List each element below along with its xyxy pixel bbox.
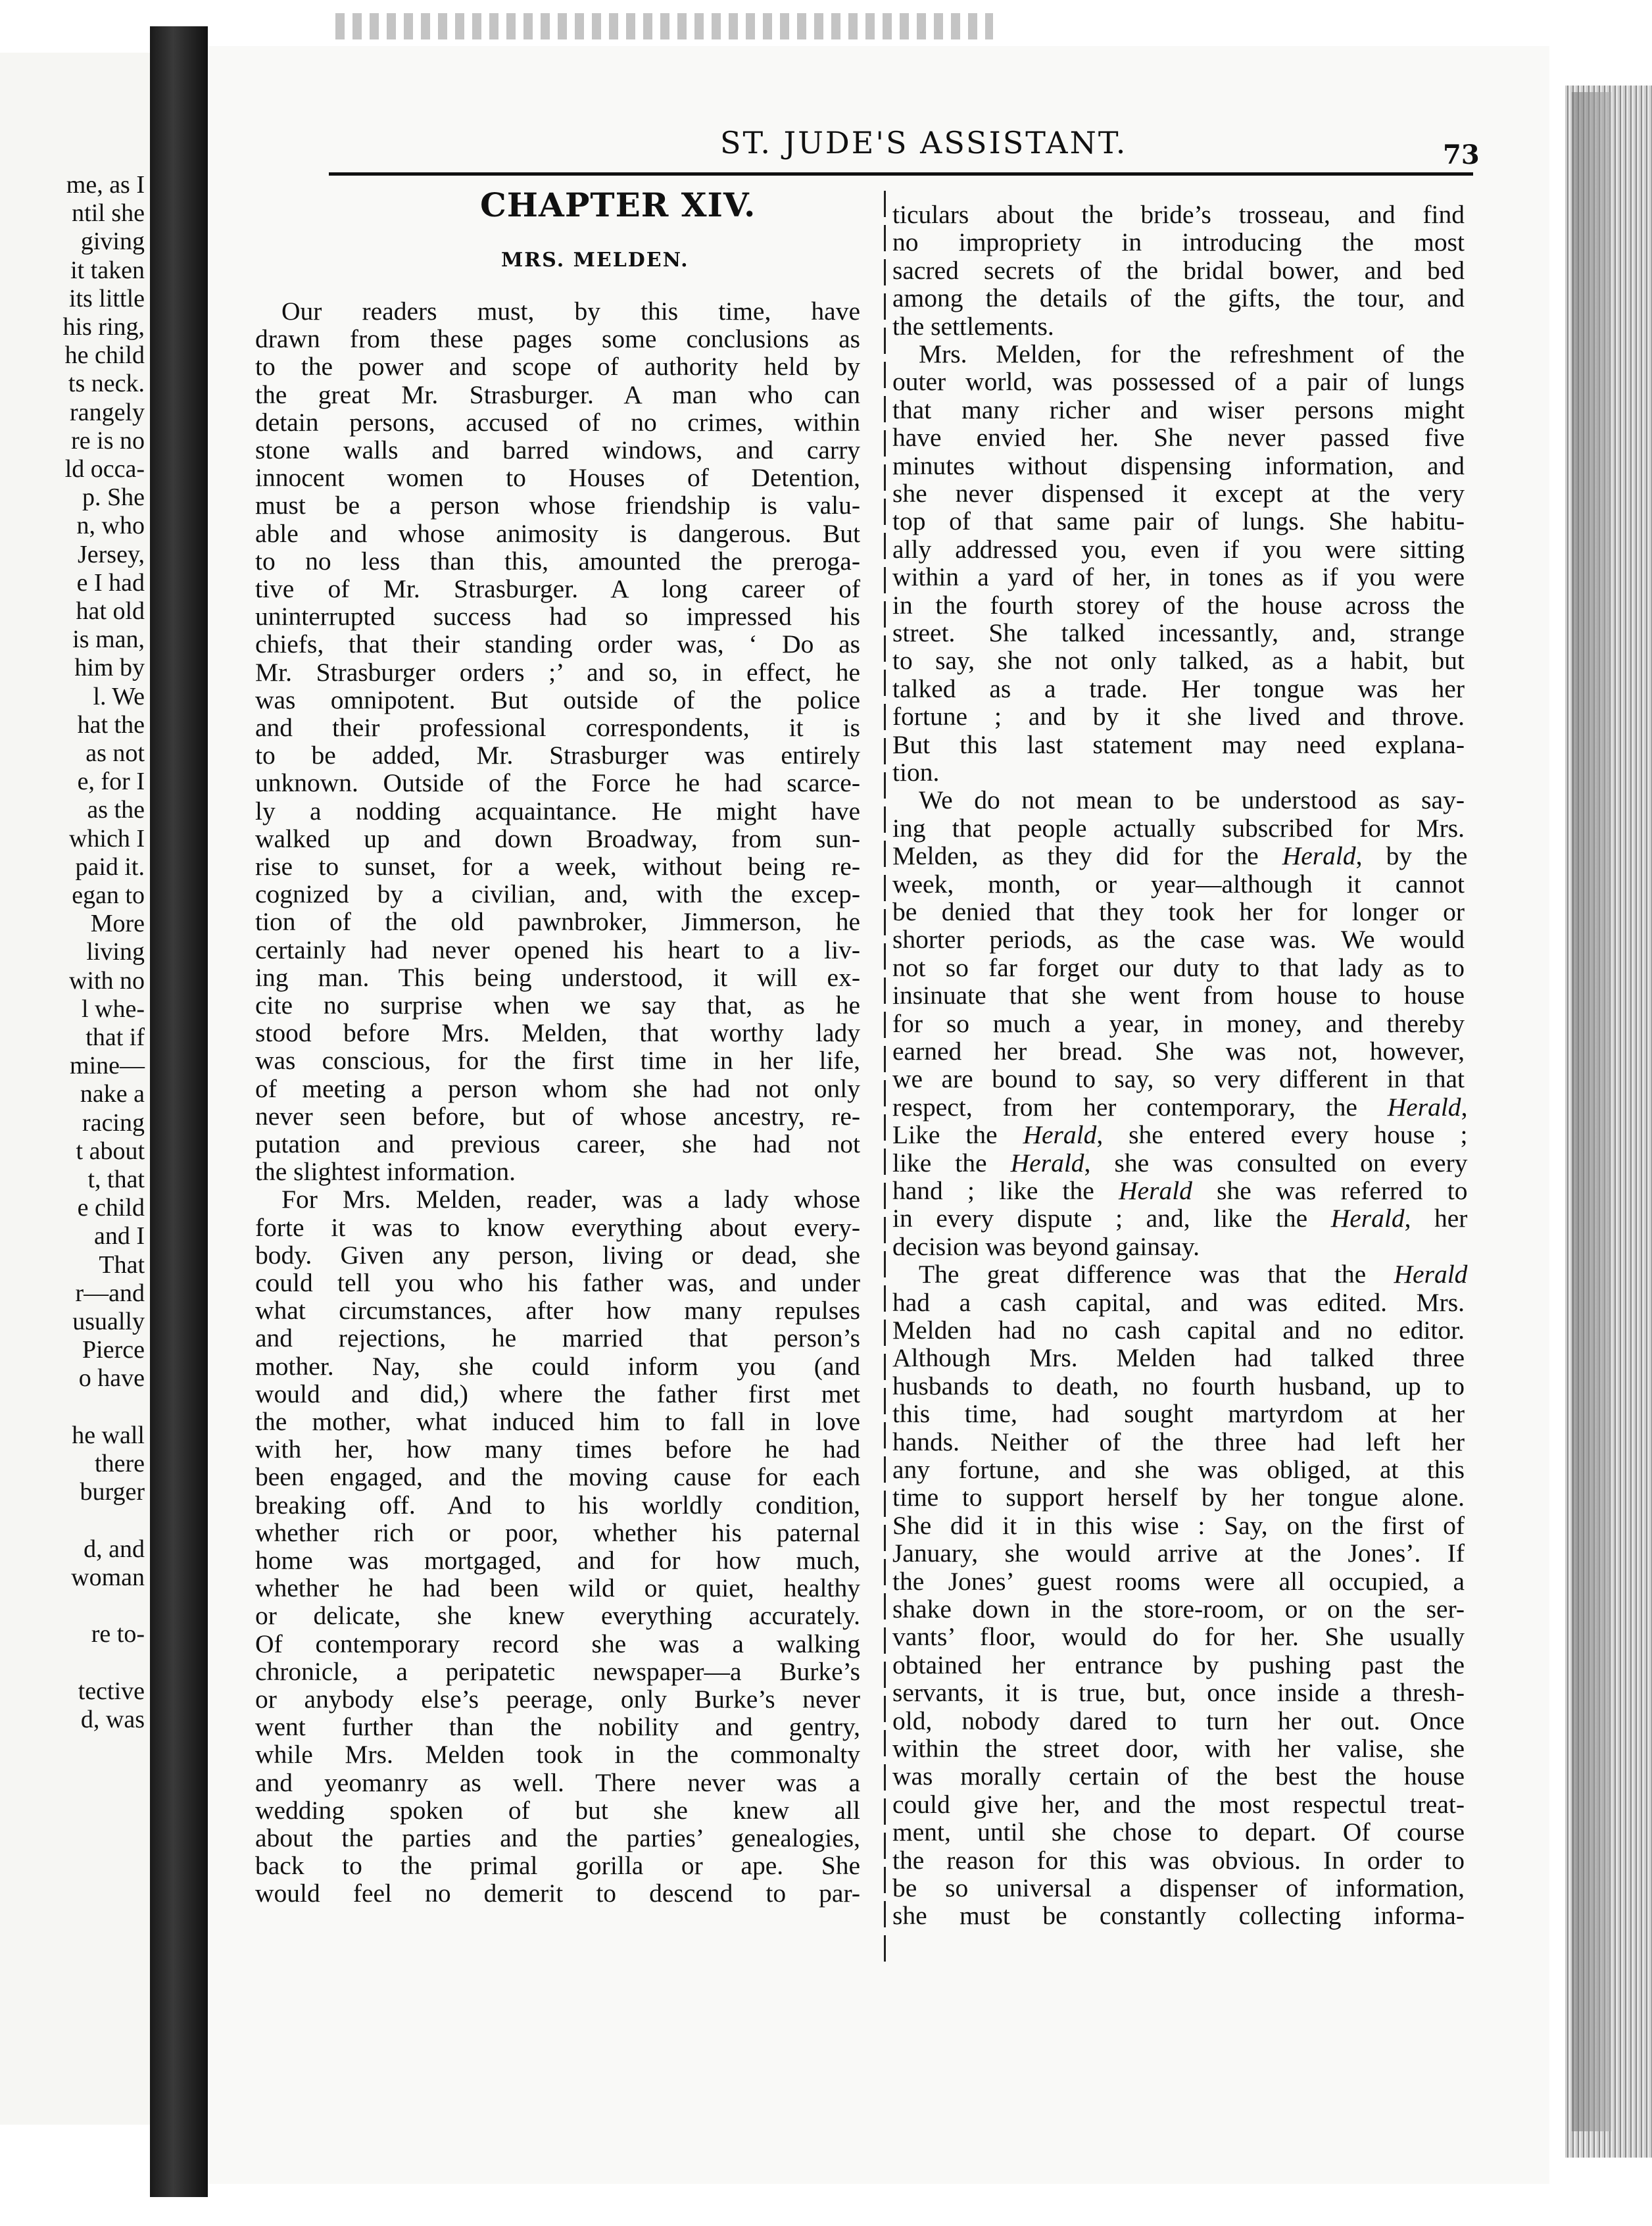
body-text-line: been engaged, and the moving cause for each (255, 1462, 860, 1492)
body-text-line: or anybody else’s peerage, only Burke’s never (255, 1685, 860, 1714)
body-text-line: Mr. Strasburger orders ;’ and so, in effect, he (255, 657, 860, 687)
facing-page-line: living (86, 938, 145, 966)
body-text-line: uninterrupted success had so impressed his (255, 602, 860, 631)
body-text-line: January, she would arrive at the Jones’. If (892, 1539, 1465, 1568)
body-text-line: in the fourth storey of the house across the (892, 590, 1465, 620)
body-text-line: ally addressed you, even if you were sitting (892, 534, 1465, 564)
body-text-line: no impropriety in introducing the most (892, 228, 1465, 257)
body-text-line: We do not mean to be understood as say- (919, 785, 1465, 815)
body-text-line: street. She talked incessantly, and, strange (892, 618, 1465, 647)
body-text-line: But this last statement may need explana- (892, 730, 1465, 759)
body-text-line: have envied her. She never passed five (892, 423, 1465, 453)
body-text-line: decision was beyond gainsay. (892, 1231, 1200, 1261)
body-text-line: while Mrs. Melden took in the commonalty (255, 1740, 860, 1769)
body-text-line: any fortune, and she was obliged, at this (892, 1455, 1465, 1484)
facing-page-line: ts neck. (68, 370, 145, 398)
running-head-title: ST. JUDE'S ASSISTANT. (720, 125, 1128, 161)
body-text-line: ing man. This being understood, it will ex- (255, 962, 860, 992)
body-text-line: to no less than this, amounted the preroga- (255, 546, 860, 576)
body-text-line: talked as a trade. Her tongue was her (892, 674, 1465, 703)
body-text-line: She did it in this wise : Say, on the first of (892, 1510, 1465, 1540)
facing-page-line: which I (68, 824, 145, 853)
body-text-line: about the parties and the parties’ genealogies, (255, 1823, 860, 1852)
body-text-line: forte it was to know everything about every- (255, 1212, 860, 1242)
facing-page-line: rangely (70, 398, 145, 426)
facing-page-line: usually (72, 1308, 145, 1335)
facing-page-line: More (90, 910, 145, 938)
body-text-line: could give her, and the most respectul treat- (892, 1789, 1465, 1819)
facing-page-line: woman (71, 1563, 145, 1591)
body-text-line: walked up and down Broadway, from sun- (255, 824, 860, 853)
facing-page-line: is man, (72, 626, 145, 654)
column-divider (884, 191, 886, 1967)
body-text-line: able and whose animosity is dangerous. But (255, 518, 860, 548)
body-text-line: cognized by a civilian, and, with the excep- (255, 879, 860, 909)
facing-page-line: d, and (84, 1535, 145, 1563)
facing-page-line: re to- (91, 1620, 145, 1648)
body-text-line: must be a person whose friendship is valu- (255, 491, 860, 520)
body-text-line: ticulars about the bride’s trosseau, and find (892, 200, 1465, 229)
body-text-line: vants’ floor, would do for her. She usually (892, 1622, 1465, 1652)
facing-page-line: he wall (72, 1421, 145, 1449)
facing-page-line: ntil she (72, 199, 145, 228)
body-text-line: ly a nodding acquaintance. He might have (255, 796, 860, 826)
body-text-line: ment, until she chose to depart. Of course (892, 1818, 1465, 1847)
body-text-line: to the power and scope of authority held by (255, 352, 860, 382)
body-text-line: Mrs. Melden, for the refreshment of the (919, 339, 1465, 368)
body-text-line: breaking off. And to his worldly condition, (255, 1490, 860, 1520)
facing-page-line: l whe- (81, 995, 145, 1023)
body-text-line: detain persons, accused of no crimes, within (255, 407, 860, 437)
body-text-line: husbands to death, no fourth husband, up to (892, 1371, 1465, 1400)
body-text-line: the mother, what induced him to fall in love (255, 1407, 860, 1436)
body-text-line: would feel no demerit to descend to par- (255, 1879, 860, 1908)
facing-page-line: d, was (80, 1705, 145, 1733)
body-text-line: in every dispute ; and, like the Herald, her (892, 1204, 1468, 1233)
body-text-line: outer world, was possessed of a pair of lungs (892, 367, 1465, 397)
body-text-line: to say, she not only talked, as a habit, but (892, 646, 1465, 676)
facing-page-line: with no (68, 966, 145, 995)
facing-page-line: paid it. (75, 853, 145, 881)
bleed-through-smudge (335, 13, 993, 39)
body-text-line: old, nobody dared to turn her out. Once (892, 1706, 1465, 1735)
body-text-line: tive of Mr. Strasburger. A long career of (255, 574, 860, 603)
body-text-line: Of contemporary record she was a walking (255, 1629, 860, 1658)
running-head (0, 125, 1652, 171)
facing-page-line: that if (85, 1024, 145, 1051)
facing-page-line: burger (80, 1478, 145, 1506)
body-text-line: was omnipotent. But outside of the police (255, 685, 860, 714)
facing-page-line: giving (80, 228, 145, 256)
body-text-line: servants, it is true, but, once inside a thresh- (892, 1678, 1465, 1708)
body-text-line: be denied that they took her for longer or (892, 897, 1465, 926)
page-edges-shadow (1572, 92, 1611, 2131)
body-text-line: chiefs, that their standing order was, ‘ Do as (255, 630, 860, 659)
body-text-line: top of that same pair of lungs. She habitu- (892, 507, 1465, 536)
facing-page-line: and I (93, 1222, 145, 1250)
facing-page-line: hat the (77, 710, 145, 739)
facing-page-line: ld occa- (64, 455, 145, 483)
body-text-line: could tell you who his father was, and under (255, 1268, 860, 1297)
body-text-line: obtained her entrance by pushing past the (892, 1650, 1465, 1679)
body-text-line: The great difference was that the Herald (919, 1260, 1468, 1289)
body-text-line: of meeting a person whom she had not only (255, 1074, 860, 1103)
body-text-line: the great Mr. Strasburger. A man who can (255, 380, 860, 409)
body-text-line: respect, from her contemporary, the Herald, (892, 1092, 1468, 1122)
body-text-line: whether rich or poor, whether his paternal (255, 1518, 860, 1547)
body-text-line: not so far forget our duty to that lady as to (892, 952, 1465, 982)
body-text-line: shorter periods, as the case was. We would (892, 925, 1465, 954)
body-text-line: Although Mrs. Melden had talked three (892, 1343, 1465, 1373)
chapter-subtitle: MRS. MELDEN. (501, 249, 689, 272)
body-text-line: time to support herself by her tongue alone. (892, 1483, 1465, 1512)
body-text-line: and yeomanry as well. There never was a (255, 1768, 860, 1797)
body-text-line: that many richer and wiser persons might (892, 395, 1465, 424)
facing-page-line: l. We (93, 682, 145, 710)
body-text-line: Melden had no cash capital and no editor. (892, 1316, 1465, 1345)
facing-page-line: p. She (82, 483, 145, 512)
body-text-line: week, month, or year—although it cannot (892, 869, 1465, 899)
facing-page-line: as not (85, 739, 145, 767)
facing-page-line: n, who (76, 512, 145, 540)
page-number: 73 (1443, 139, 1480, 170)
body-text-line: the settlements. (892, 311, 1054, 341)
body-text-line: the slightest information. (255, 1157, 516, 1187)
facing-page-line: Pierce (82, 1336, 145, 1364)
body-text-line: stood before Mrs. Melden, that worthy lady (255, 1018, 860, 1048)
facing-page-line: his ring, (62, 313, 145, 341)
facing-page-line: t, that (87, 1166, 145, 1193)
body-text-line: home was mortgaged, and for how much, (255, 1546, 860, 1575)
body-text-line: insinuate that she went from house to house (892, 981, 1465, 1010)
body-text-line: tion of the old pawnbroker, Jimmerson, he (255, 907, 860, 937)
facing-page-line: t about (76, 1137, 145, 1165)
body-text-line: hands. Neither of the three had left her (892, 1427, 1465, 1456)
facing-page-line: him by (74, 654, 145, 682)
top-margin-scan (197, 0, 986, 53)
body-text-line: within a yard of her, in tones as if you were (892, 562, 1465, 592)
facing-page-line: as the (87, 796, 145, 824)
body-text-line: rise to sunset, for a week, without being re- (255, 852, 860, 881)
body-text-line: for so much a year, in money, and thereby (892, 1008, 1465, 1038)
facing-page-line: nake a (80, 1080, 145, 1108)
body-text-line: Like the Herald, she entered every house ; (892, 1120, 1468, 1150)
body-text-line: tion. (892, 758, 940, 787)
body-text-line: or delicate, she knew everything accurately. (255, 1601, 860, 1631)
body-text-line: would and did,) where the father first met (255, 1379, 860, 1408)
facing-page-line: hat old (76, 597, 145, 625)
body-text-line: Our readers must, by this time, have (281, 297, 860, 326)
body-text-line: mother. Nay, she could inform you (and (255, 1351, 860, 1381)
body-text-line: she must be constantly collecting informa- (892, 1901, 1465, 1931)
body-text-line: wedding spoken of but she knew all (255, 1795, 860, 1825)
body-text-line: never seen before, but of whose ancestry, re- (255, 1101, 860, 1131)
body-text-line: unknown. Outside of the Force he had scarce- (255, 768, 860, 798)
facing-page-line: re is no (71, 426, 145, 455)
body-text-line: the reason for this was obvious. In order to (892, 1845, 1465, 1875)
body-text-line: was morally certain of the best the house (892, 1762, 1465, 1791)
body-text-line: back to the primal gorilla or ape. She (255, 1851, 860, 1881)
chapter-title: CHAPTER XIV. (480, 186, 756, 224)
facing-page-line: it taken (70, 256, 145, 284)
body-text-line: Melden, as they did for the Herald, by the (892, 841, 1468, 871)
facing-page-line: o have (78, 1364, 145, 1393)
body-text-line: went further than the nobility and gentry, (255, 1712, 860, 1742)
body-text-line: fortune ; and by it she lived and throve. (892, 702, 1465, 731)
body-text-line: had a cash capital, and was edited. Mrs. (892, 1287, 1465, 1317)
body-text-line: we are bound to say, so very different in that (892, 1064, 1465, 1094)
body-text-line: body. Given any person, living or dead, she (255, 1240, 860, 1270)
facing-page-fragment (0, 53, 151, 2125)
facing-page-line: r—and (75, 1279, 145, 1307)
body-text-line: chronicle, a peripatetic newspaper—a Burke’s (255, 1656, 860, 1686)
body-text-line: and rejections, he married that person’s (255, 1323, 860, 1353)
body-text-line: within the street door, with her valise, she (892, 1734, 1465, 1763)
body-text-line: with her, how many times before he had (255, 1435, 860, 1464)
body-text-line: this time, had sought martyrdom at her (892, 1399, 1465, 1429)
body-text-line: among the details of the gifts, the tour, and (892, 284, 1465, 313)
body-text-line: the Jones’ guest rooms were all occupied, a (892, 1566, 1465, 1596)
body-text-line: shake down in the store-room, or on the ser- (892, 1595, 1465, 1623)
body-text-line: sacred secrets of the bridal bower, and bed (892, 255, 1465, 285)
header-rule (329, 172, 1473, 176)
facing-page-line: e I had (76, 568, 145, 597)
body-text-line: earned her bread. She was not, however, (892, 1037, 1465, 1066)
facing-page-line: its little (68, 284, 145, 312)
body-text-line: putation and previous career, she had not (255, 1129, 860, 1158)
body-text-line: like the Herald, she was consulted on every (892, 1148, 1468, 1177)
body-text-line: to be added, Mr. Strasburger was entirely (255, 741, 860, 770)
facing-page-line: e child (77, 1194, 145, 1222)
body-text-line: be so universal a dispenser of information, (892, 1873, 1465, 1902)
body-text-line: hand ; like the Herald she was referred to (892, 1176, 1468, 1205)
body-text-line: cite no surprise when we say that, as he (255, 991, 860, 1020)
facing-page-line: tective (78, 1677, 145, 1705)
facing-page-line: e, for I (77, 768, 145, 796)
facing-page-line: Jersey, (78, 540, 145, 568)
facing-page-line: mine— (70, 1052, 145, 1080)
body-text-line: she never dispensed it except at the very (892, 479, 1465, 508)
body-text-line: stone walls and barred windows, and carry (255, 435, 860, 464)
facing-page-line: racing (82, 1108, 145, 1137)
facing-page-line: me, as I (66, 171, 145, 199)
facing-page-line: there (95, 1450, 145, 1477)
body-text-line: minutes without dispensing information, and (892, 451, 1465, 480)
facing-page-line: That (99, 1250, 145, 1279)
body-text-line: and their professional correspondents, it is (255, 713, 860, 742)
body-text-line: whether he had been wild or quiet, healthy (255, 1573, 860, 1603)
body-text-line: innocent women to Houses of Detention, (255, 463, 860, 493)
book-gutter (150, 26, 208, 2197)
facing-page-line: he child (64, 341, 145, 370)
body-text-line: drawn from these pages some conclusions as (255, 324, 860, 354)
body-text-line: was conscious, for the first time in her life, (255, 1046, 860, 1076)
body-text-line: For Mrs. Melden, reader, was a lady whose (281, 1185, 860, 1214)
body-text-line: what circumstances, after how many repulses (255, 1296, 860, 1325)
facing-page-line: egan to (72, 881, 145, 909)
body-text-line: ing that people actually subscribed for Mrs. (892, 813, 1465, 843)
body-text-line: certainly had never opened his heart to a liv- (255, 935, 860, 964)
